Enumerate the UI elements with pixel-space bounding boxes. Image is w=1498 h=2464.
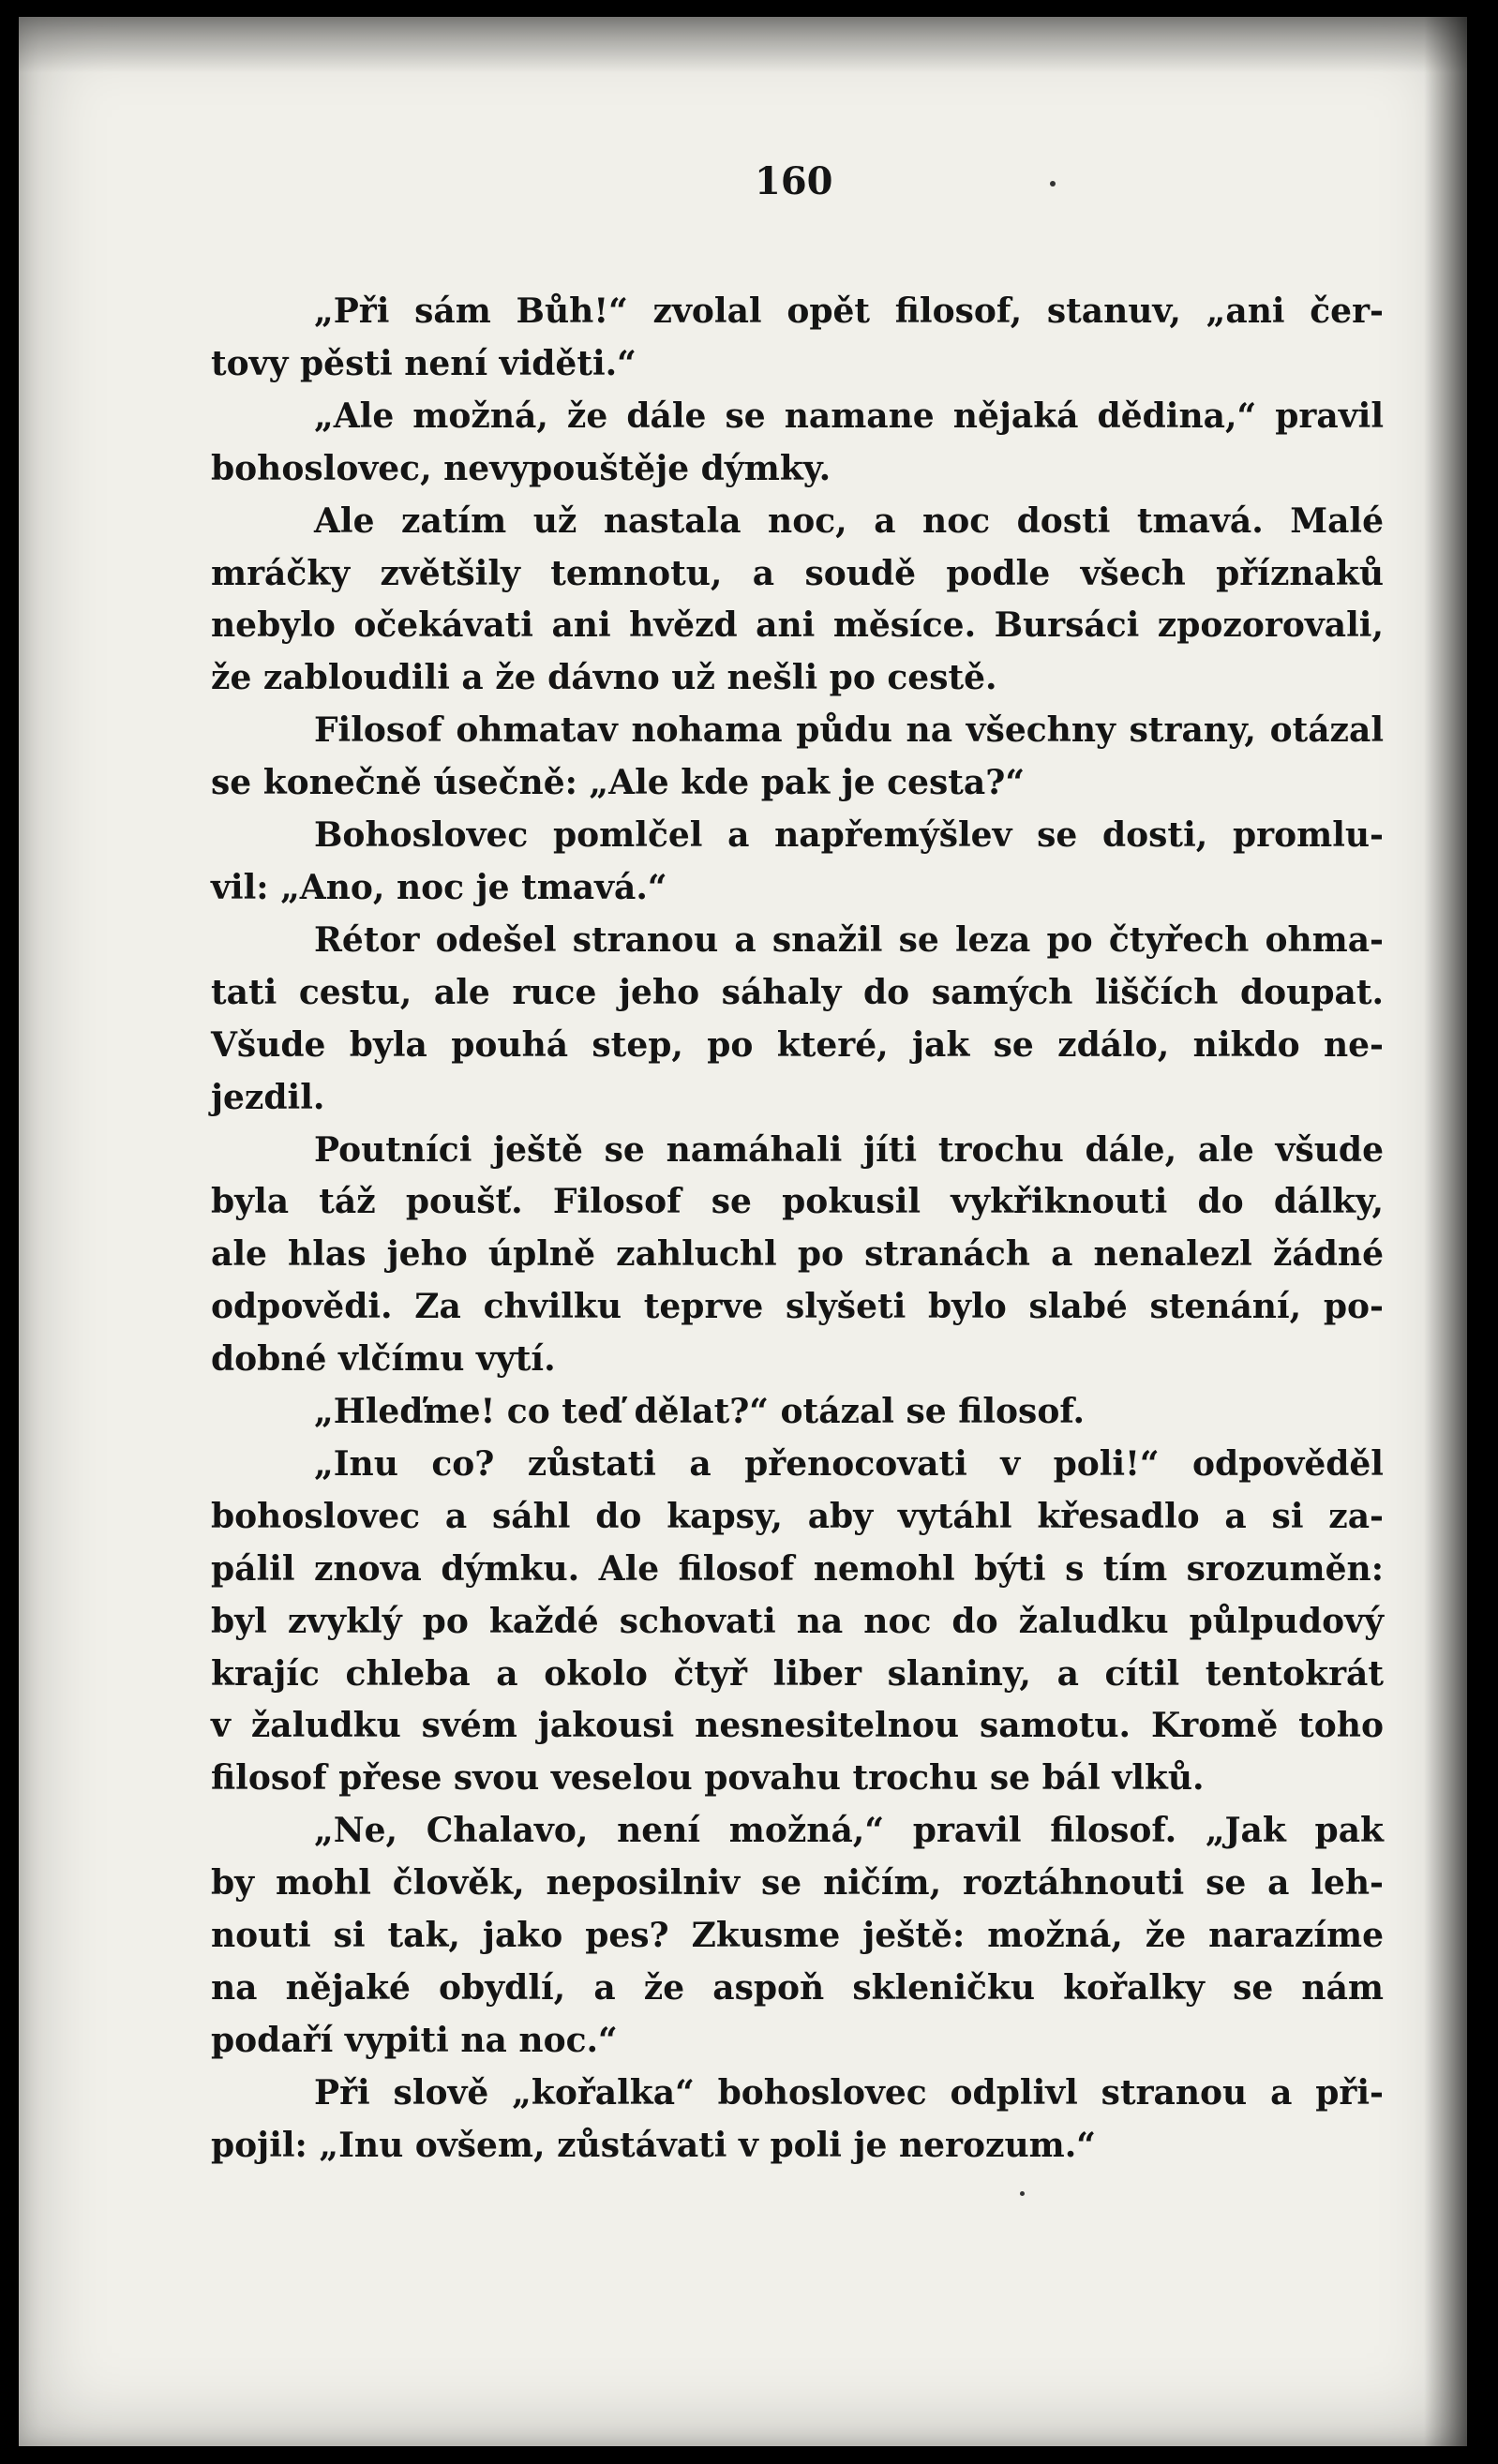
paragraph [211,2068,1384,2173]
page-right-shadow [1424,17,1467,2446]
paragraph [211,915,1384,1125]
paragraph [211,1439,1384,1805]
text-line: byl zvyklý po každé schovati na noc do žaludku půlpudový [211,1601,1384,1641]
text-line: Ale zatím už nastala noc, a noc dosti tmavá. Malé [314,500,1384,541]
paragraph [211,391,1384,496]
text-line: Rétor odešel stranou a snažil se leza po čtyřech ohma- [314,919,1384,960]
text-line: odpovědi. Za chvilku teprve slyšeti bylo slabé stenání, po- [211,1287,1384,1327]
ink-speck [1050,181,1056,187]
text-line: nouti si tak, jako pes? Zkusme ještě: možná, že narazíme [211,1916,1384,1956]
text-line: Bohoslovec pomlčel a napřemýšlev se dosti, promlu- [314,815,1384,856]
paragraph [211,1125,1384,1387]
text-line: pálil znova dýmku. Ale filosof nemohl býti s tím srozuměn: [211,1548,1384,1589]
text-line: pojil: „Inu ovšem, zůstávati v poli je nerozum.“ [211,2125,1096,2165]
text-line: Poutníci ještě se namáhali jíti trochu dále, ale všude [314,1129,1384,1170]
ink-speck [1020,2191,1025,2196]
body-text [211,286,1384,2173]
text-line: Všude byla pouhá step, po které, jak se zdálo, nikdo ne- [211,1024,1384,1065]
text-line: se konečně úsečně: „Ale kde pak je cesta?“ [211,763,1026,803]
text-line: Filosof ohmatav nohama půdu na všechny strany, otázal [314,710,1384,751]
text-line: v žaludku svém jakousi nesnesitelnou samotu. Kromě toho [211,1706,1384,1746]
paragraph [211,705,1384,810]
text-line: podaří vypiti na noc.“ [211,2020,618,2060]
text-line: dobné vlčímu vytí. [211,1339,556,1380]
paragraph [211,286,1384,391]
text-line: jezdil. [211,1077,325,1117]
text-line: „Ale možná, že dále se namane nějaká dědina,“ pravil [314,396,1384,436]
text-line: „Inu co? zůstati a přenocovati v poli!“ odpověděl [314,1443,1384,1484]
text-line: ale hlas jeho úplně zahluchl po stranách a nenalezl žádné [211,1234,1384,1275]
text-line: tati cestu, ale ruce jeho sáhaly do samých liščích doupat. [211,972,1384,1012]
book-page [19,17,1467,2446]
page-top-shadow [19,17,1467,73]
text-line: „Hleďme! co teď dělat?“ otázal se filosof. [314,1392,1086,1432]
text-line: že zabloudili a že dávno už nešli po cestě. [211,658,997,698]
text-line: mráčky zvětšily temnotu, a soudě podle všech příznaků [211,553,1384,593]
paragraph [211,810,1384,915]
text-line: na nějaké obydlí, a že aspoň skleničku kořalky se nám [211,1968,1384,2008]
text-line: Při slově „kořalka“ bohoslovec odplivl stranou a při- [314,2072,1384,2113]
text-line: bohoslovec a sáhl do kapsy, aby vytáhl křesadlo a si za- [211,1496,1384,1536]
paragraph [211,496,1384,706]
page-number: 160 [755,159,833,203]
text-line: vil: „Ano, noc je tmavá.“ [211,867,667,907]
text-line: „Při sám Bůh!“ zvolal opět filosof, stanuv, „ani čer- [314,291,1384,331]
text-line: tovy pěsti není viděti.“ [211,343,637,383]
text-line: by mohl člověk, neposilniv se ničím, roztáhnouti se a leh- [211,1863,1384,1904]
text-line: krajíc chleba a okolo čtyř liber slaniny, a cítil tentokrát [211,1653,1384,1694]
paragraph [211,1805,1384,2068]
text-line: byla táž poušť. Filosof se pokusil vykřiknouti do dálky, [211,1182,1384,1222]
text-line: filosof přese svou veselou povahu trochu se bál vlků. [211,1758,1205,1799]
paragraph [211,1386,1384,1439]
text-line: nebylo očekávati ani hvězd ani měsíce. Bursáci zpozorovali, [211,605,1384,646]
text-line: bohoslovec, nevypouštěje dýmky. [211,448,831,488]
text-line: „Ne, Chalavo, není možná,“ pravil filosof. „Jak pak [314,1811,1384,1851]
